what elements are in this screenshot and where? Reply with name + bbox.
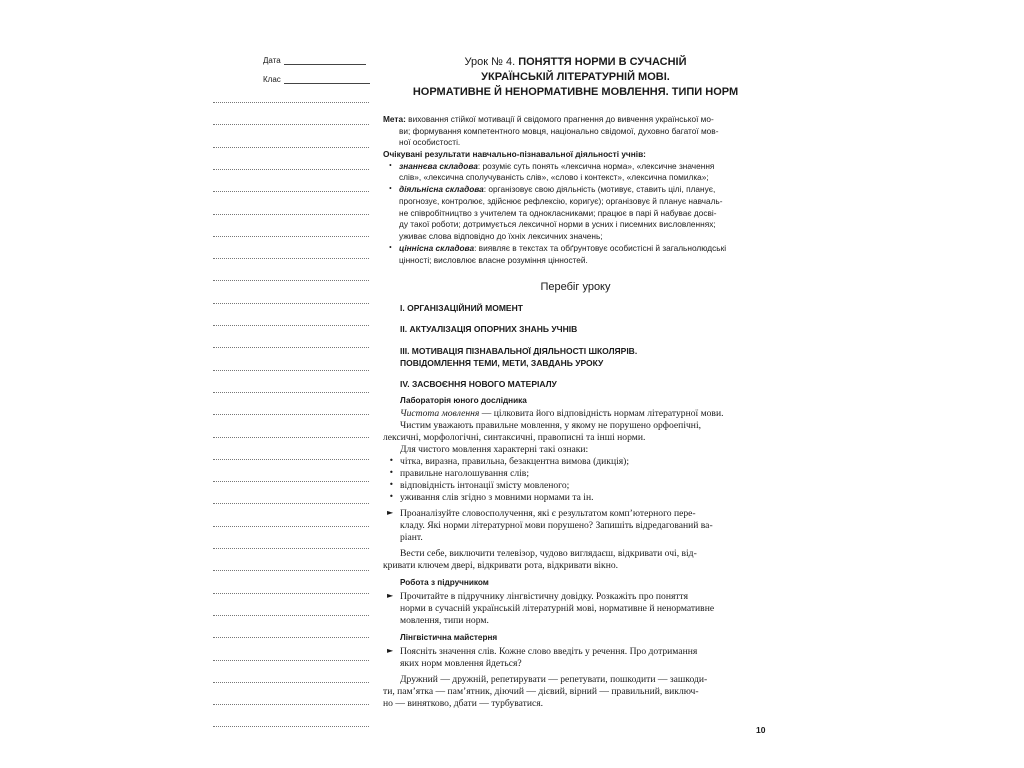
- section-4-heading: IV. ЗАСВОЄННЯ НОВОГО МАТЕРІАЛУ: [400, 379, 557, 389]
- goal-line2: ви; формування компетентного мовця, національно свідомої, духовно багатої мов-: [399, 126, 719, 136]
- outcome-value-label: ціннісна складова: [399, 243, 475, 253]
- title-line2: УКРАЇНСЬКІЙ ЛІТЕРАТУРНІЙ МОВІ.: [481, 71, 670, 83]
- note-line: [213, 637, 369, 638]
- note-line: [213, 258, 369, 259]
- outcome-value-line2: цінності; висловлює власне розуміння цінностей.: [399, 255, 588, 265]
- textbook-heading: Робота з підручником: [400, 578, 489, 587]
- task-line3: ріант.: [400, 532, 423, 543]
- outcome-knowledge-line1: знаннєва складова: розуміє суть понять «лексична норма», «лексичне значення: [399, 161, 715, 171]
- textbook-line3: мовлення, типи норм.: [400, 615, 489, 626]
- note-line: [213, 124, 369, 125]
- bullet-icon: •: [389, 161, 392, 170]
- textbook-line1: Прочитайте в підручнику лінгвістичну довідку. Розкажіть про поняття: [400, 591, 689, 602]
- note-line: [213, 147, 369, 148]
- lesson-title: [383, 55, 768, 100]
- course-heading: Перебіг уроку: [540, 281, 611, 293]
- title-line1: ПОНЯТТЯ НОРМИ В СУЧАСНІЙ: [518, 56, 687, 68]
- note-line: [213, 347, 369, 348]
- note-line: [213, 236, 369, 237]
- workshop-line2: яких норм мовлення йдеться?: [400, 658, 522, 669]
- date-underline: [284, 56, 366, 65]
- definition-term: Чистота мовлення: [400, 408, 480, 419]
- task-line2: кладу. Які норми літературної мови порушено? Запишіть відредагований ва-: [400, 520, 713, 531]
- note-line: [213, 682, 369, 683]
- outcome-activity-line5: уживає слова відповідно до їхніх лексичних значень;: [399, 231, 603, 241]
- outcome-activity-label: діяльнісна складова: [399, 184, 484, 194]
- example-line2: кривати ключем двері, відкривати рота, відкривати вікно.: [383, 560, 619, 571]
- title-prefix: Урок № 4.: [464, 56, 519, 68]
- note-line: [213, 481, 369, 482]
- workshop-example-line3: но — винятково, дбати — турбуватися.: [383, 698, 544, 709]
- bullet-icon: •: [389, 468, 394, 477]
- goal-label: Мета:: [383, 114, 406, 124]
- date-label: Дата: [263, 56, 281, 65]
- lab-item: відповідність інтонації змісту мовленого;: [400, 480, 570, 491]
- class-label: Клас: [263, 75, 281, 84]
- definition-line: Чистота мовлення — цілковита його відповідність нормам літературної мови.: [400, 408, 724, 419]
- outcome-activity-line1: діяльнісна складова: організовує свою діяльність (мотивує, ставить цілі, планує,: [399, 184, 716, 194]
- task-arrow-icon: ►: [387, 591, 394, 600]
- task-arrow-icon: ►: [387, 508, 394, 517]
- workshop-line1: Поясніть значення слів. Кожне слово введіть у речення. Про дотримання: [400, 646, 698, 657]
- lab-paragraph-2: Для чистого мовлення характерні такі ознаки:: [400, 444, 589, 455]
- note-line: [213, 414, 369, 415]
- note-line: [213, 370, 369, 371]
- lab-heading: Лабораторія юного дослідника: [400, 396, 527, 405]
- note-line: [213, 726, 369, 727]
- workshop-example-line2: ти, пам’ятка — пам’ятник, діючий — дієвий, вірний — правильний, виключ-: [383, 686, 699, 697]
- note-line: [213, 191, 369, 192]
- note-line: [213, 169, 369, 170]
- note-line: [213, 704, 369, 705]
- outcome-knowledge-line2: слів», «лексична сполучуваність слів», «слово і контекст», «лексична помилка»;: [399, 172, 709, 182]
- goal-line3: ної особистості.: [399, 137, 461, 147]
- bullet-icon: •: [389, 243, 392, 252]
- outcome-activity-line3: не співробітництво з учителем та однокласниками; працює в парі й набуває досві-: [399, 208, 717, 218]
- lab-paragraph-line1: Чистим уважають правильне мовлення, у якому не порушено орфоепічні,: [400, 420, 702, 431]
- class-underline: [284, 75, 370, 84]
- bullet-icon: •: [389, 184, 392, 193]
- note-line: [213, 593, 369, 594]
- bullet-icon: •: [389, 480, 394, 489]
- note-line: [213, 303, 369, 304]
- note-line: [213, 280, 369, 281]
- title-line3: НОРМАТИВНЕ Й НЕНОРМАТИВНЕ МОВЛЕННЯ. ТИПИ НОРМ: [412, 86, 739, 98]
- outcome-value-line1: ціннісна складова: виявляє в текстах та обґрунтовує особистісні й загальнолюдські: [399, 243, 727, 253]
- section-3-heading-line2: ПОВІДОМЛЕННЯ ТЕМИ, МЕТИ, ЗАВДАНЬ УРОКУ: [400, 358, 604, 368]
- note-line: [213, 325, 369, 326]
- note-line: [213, 102, 369, 103]
- outcome-activity-line2: прогнозує, контролює, здійснює рефлексію, коригує); організовує й планує навчаль-: [399, 196, 723, 206]
- note-line: [213, 503, 369, 504]
- note-line: [213, 437, 369, 438]
- lab-item: правильне наголошування слів;: [400, 468, 529, 479]
- task-line1: Проаналізуйте словосполучення, які є результатом комп’ютерного пере-: [400, 508, 696, 519]
- page-number: 10: [756, 725, 766, 735]
- section-3-heading-line1: III. МОТИВАЦІЯ ПІЗНАВАЛЬНОЇ ДІЯЛЬНОСТІ ШКОЛЯРІВ.: [400, 346, 638, 356]
- date-field: [263, 56, 366, 65]
- workshop-heading: Лінгвістична майстерня: [400, 633, 498, 642]
- note-line: [213, 526, 369, 527]
- workshop-example-line1: Дружний — дружній, репетирувати — репетувати, пошкодити — зашкоди-: [400, 674, 708, 685]
- bullet-icon: •: [389, 492, 394, 501]
- example-line1: Вести себе, виключити телевізор, чудово виглядаєш, відкривати очі, від-: [400, 548, 697, 559]
- note-line: [213, 392, 369, 393]
- note-line: [213, 459, 369, 460]
- class-field: [263, 75, 370, 84]
- goal-line1: Мета: виховання стійкої мотивації й свідомого прагнення до вивчення української мо-: [383, 114, 714, 124]
- note-line: [213, 548, 369, 549]
- bullet-icon: •: [389, 456, 394, 465]
- note-line: [213, 570, 369, 571]
- task-arrow-icon: ►: [387, 646, 394, 655]
- note-line: [213, 615, 369, 616]
- outcome-activity-line4: ду такої роботи; дотримується лексичної норми в усних і писемних висловленнях;: [399, 219, 716, 229]
- note-line: [213, 660, 369, 661]
- textbook-line2: норми в сучасній українській літературній мові, нормативне й ненормативне: [400, 603, 715, 614]
- section-1-heading: I. ОРГАНІЗАЦІЙНИЙ МОМЕНТ: [400, 303, 523, 313]
- section-2-heading: II. АКТУАЛІЗАЦІЯ ОПОРНИХ ЗНАНЬ УЧНІВ: [400, 324, 578, 334]
- lab-paragraph-line2: лексичні, морфологічні, синтаксичні, правописні та інші норми.: [383, 432, 646, 443]
- outcomes-heading: Очікувані результати навчально-пізнавальної діяльності учнів:: [383, 149, 646, 159]
- lab-item: чітка, виразна, правильна, безакцентна вимова (дикція);: [400, 456, 630, 467]
- outcome-knowledge-label: знаннєва складова: [399, 161, 478, 171]
- lab-item: уживання слів згідно з мовними нормами та ін.: [400, 492, 594, 503]
- note-line: [213, 214, 369, 215]
